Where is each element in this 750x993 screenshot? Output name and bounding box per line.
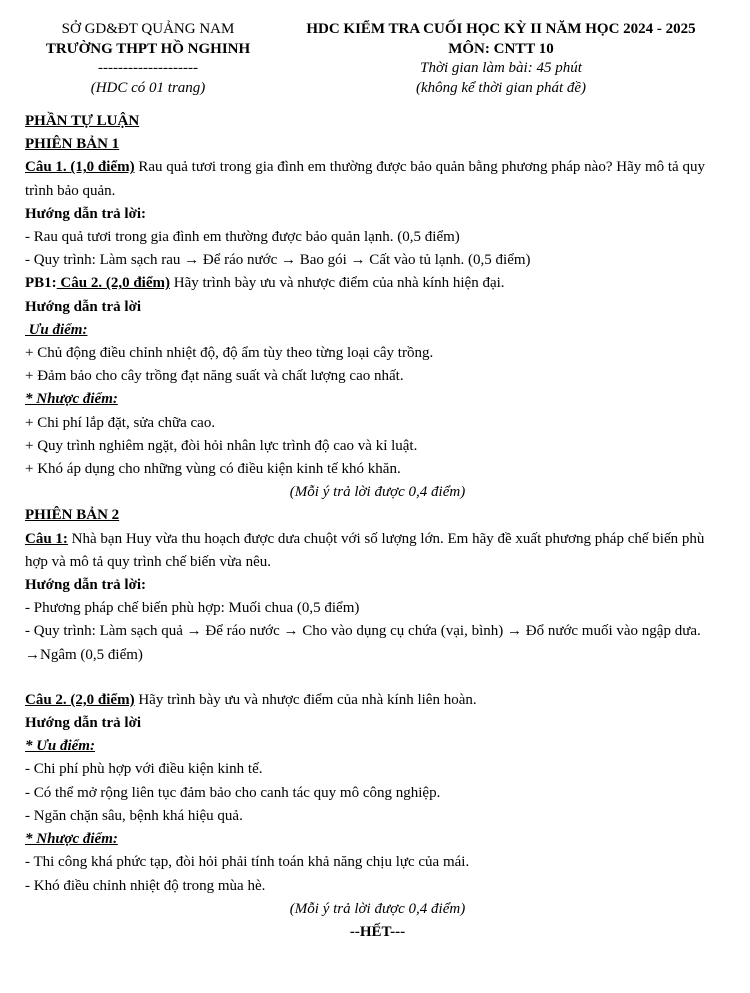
v2-q2-text: Hãy trình bày ưu và nhược điểm của nhà kính liên hoàn. [134,691,477,708]
v2-q2-score-note: (Mỗi ý trả lời được 0,4 điểm) [289,900,466,917]
v1-q2-advantage-2: + Đảm bảo cho cây trồng đạt năng suất và chất lượng cao nhất. [25,368,404,385]
version-1-title: PHIÊN BẢN 1 [25,136,120,153]
v2-q2-advantage-1: - Chi phí phù hợp với điều kiện kinh tế. [25,761,263,778]
v1-q2-disadvantages-title: * Nhược điểm: [25,391,118,408]
v2-q2-advantage-3: - Ngăn chặn sâu, bệnh khá hiệu quả. [25,807,243,824]
v1-q2-advantages-title: Ưu điểm: [25,321,88,338]
v2-q2-advantage-2: - Có thể mở rộng liên tục đảm bảo cho canh tác quy mô công nghiệp. [25,784,441,801]
v1-question-2 [25,272,730,295]
v2-question-2 [25,689,730,712]
header-left [18,20,278,98]
exam-time-note: (không kể thời gian phát đề) [415,79,587,96]
v1-q2-prefix: PB1: [25,275,57,292]
v1-q1-text: Rau quả tươi trong gia đình em thường được bảo quản bằng phương pháp nào? Hãy mô tả quy trình bảo quản. [25,159,705,199]
document-header [0,20,750,112]
header-divider: -------------------- [98,60,198,76]
v2-q1-text: Nhà bạn Huy vừa thu hoạch được dưa chuột với số lượng lớn. Em hãy đề xuất phương pháp chế biến phù hợp và mô tả quy trình chế biến vừa nêu. [25,530,705,570]
v2-q2-advantages-title: * Ưu điểm: [25,738,95,755]
v2-q2-disadvantage-2: - Khó điều chỉnh nhiệt độ trong mùa hè. [25,877,266,894]
end-marker: --HẾT--- [349,923,406,940]
school-name: TRƯỜNG THPT HỒ NGHINH [45,40,251,57]
v1-q2-guide: Hướng dẫn trả lời [25,298,142,315]
v1-q2-disadvantage-2: + Quy trình nghiêm ngặt, đòi hỏi nhân lực trình độ cao và kỉ luật. [25,437,418,454]
v2-q2-disadvantage-1: - Thi công khá phức tạp, đòi hỏi phải tính toán khả năng chịu lực của mái. [25,854,470,871]
v1-q2-disadvantage-3: + Khó áp dụng cho những vùng có điều kiện kinh tế khó khăn. [25,461,401,478]
v1-q1-answer-1: - Rau quả tươi trong gia đình em thường được bảo quản lạnh. (0,5 điểm) [25,229,460,246]
version-2-title: PHIÊN BẢN 2 [25,507,120,524]
v1-q2-advantage-1: + Chủ động điều chỉnh nhiệt độ, độ ẩm tùy theo từng loại cây trồng. [25,345,434,362]
v2-q1-answer-2: - Quy trình: Làm sạch quả → Để ráo nước → Cho vào dụng cụ chứa (vại, bình) → Đổ nước muối vào ngập dưa. →Ngâm (0,5 điểm) [25,623,701,663]
v2-q2-disadvantages-title: * Nhược điểm: [25,831,118,848]
v1-q2-label: Câu 2. (2,0 điểm) [56,275,170,292]
department-name: SỞ GD&ĐT QUẢNG NAM [61,21,235,37]
section-title: PHẦN TỰ LUẬN [25,113,140,129]
v1-q2-score-note: (Mỗi ý trả lời được 0,4 điểm) [289,484,466,501]
v2-q1-label: Câu 1: [25,530,68,547]
spacer [25,667,730,689]
v1-q1-label: Câu 1. (1,0 điểm) [25,159,135,176]
v2-q1-answer-1: - Phương pháp chế biến phù hợp: Muối chua (0,5 điểm) [25,600,360,617]
v2-q2-label: Câu 2. (2,0 điểm) [25,691,135,708]
v2-question-1 [25,528,730,574]
v2-q2-guide: Hướng dẫn trả lời [25,715,142,732]
exam-title: HDC KIỂM TRA CUỐI HỌC KỲ II NĂM HỌC 2024 - 2025 [306,21,696,37]
header-right [276,20,726,98]
v1-q1-guide: Hướng dẫn trả lời: [25,205,147,222]
document-body [25,110,730,944]
page-count-note: (HDC có 01 trang) [90,79,206,96]
v1-q2-text: Hãy trình bày ưu và nhược điểm của nhà kính hiện đại. [170,275,505,292]
exam-time: Thời gian làm bài: 45 phút [420,60,582,76]
v1-q1-answer-2: - Quy trình: Làm sạch rau → Để ráo nước → Bao gói → Cất vào tủ lạnh. (0,5 điểm) [25,252,531,269]
v1-q2-disadvantage-1: + Chi phí lắp đặt, sửa chữa cao. [25,414,216,431]
v1-question-1 [25,156,730,202]
subject: MÔN: CNTT 10 [448,40,554,57]
v2-q1-guide: Hướng dẫn trả lời: [25,577,147,594]
